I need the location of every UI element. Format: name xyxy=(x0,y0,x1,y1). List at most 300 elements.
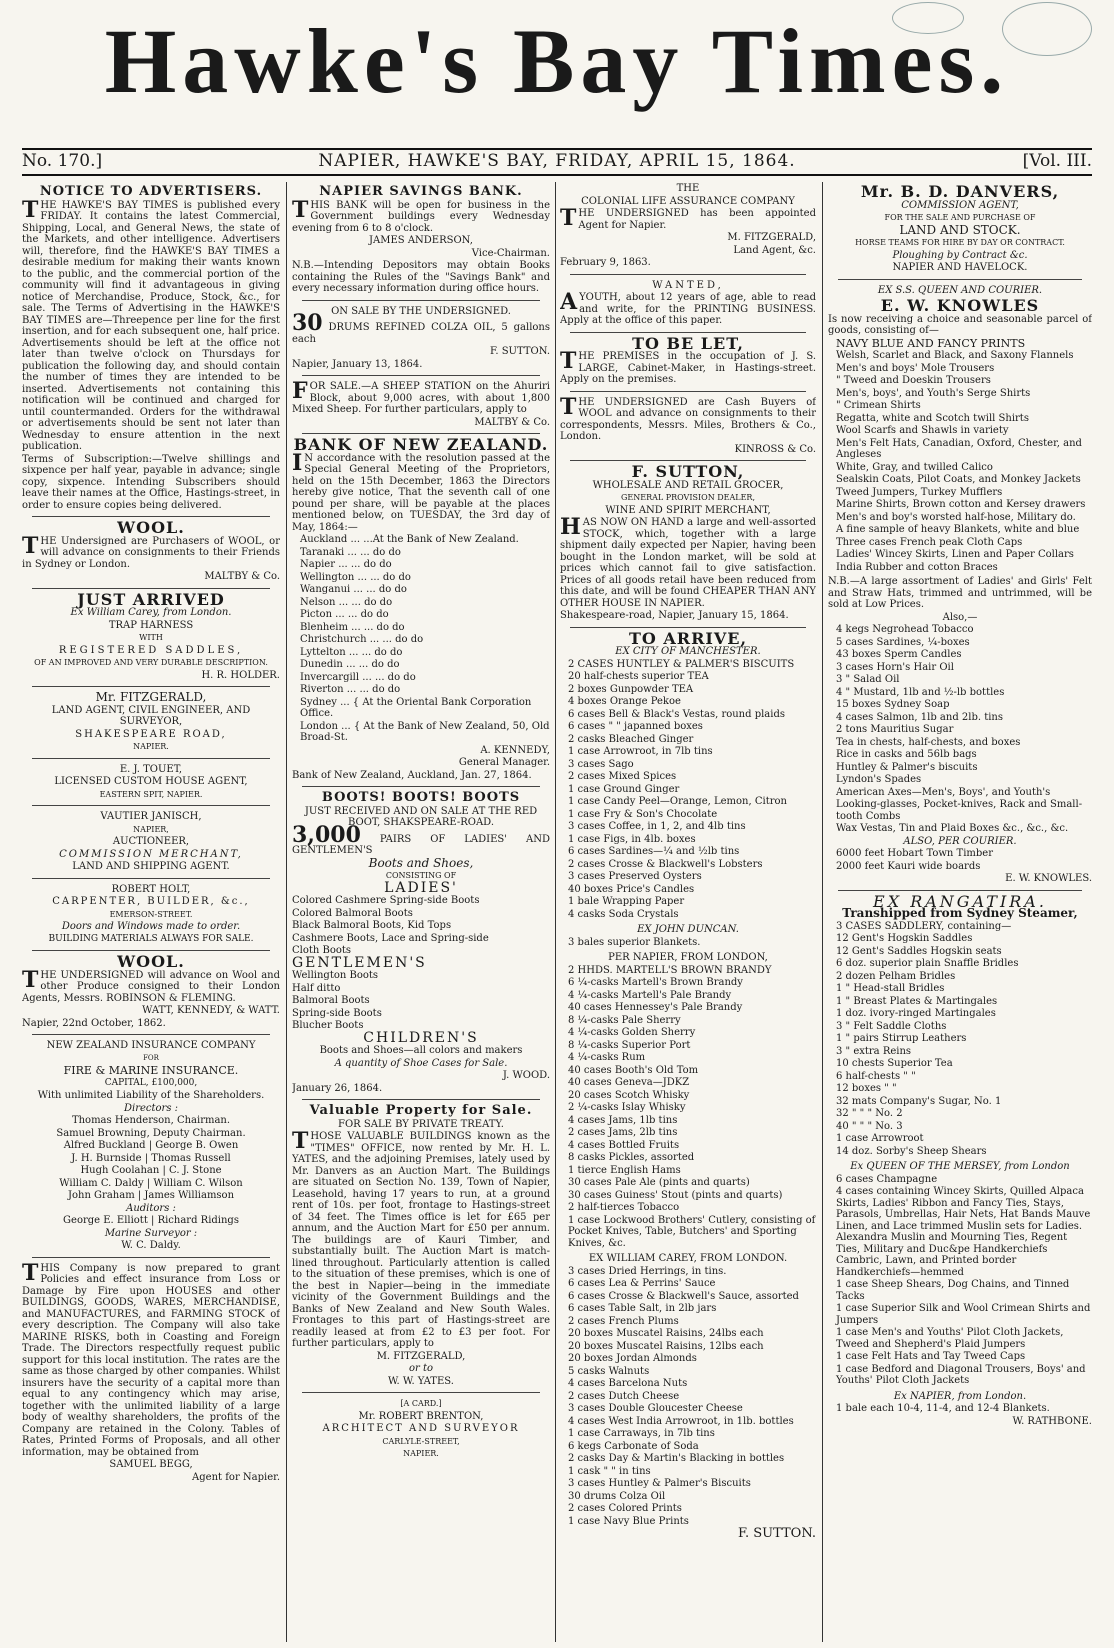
danvers-line: LAND AND STOCK. xyxy=(899,222,1021,237)
napier-shipment-item: 4 cases Jams, 1lb tins xyxy=(568,1114,678,1126)
sutton-line: WINE AND SPIRIT MERCHANT, xyxy=(605,504,771,516)
card-line: CARLYLE-STREET, xyxy=(382,1436,460,1446)
knowles-also-item: Looking-glasses, Pocket-knives, Rack and Small-tooth Combs xyxy=(836,799,1083,822)
knowles-also-item: 3 " Salad Oil xyxy=(836,674,900,685)
nzi-deputy: Samuel Browning, Deputy Chairman. xyxy=(56,1127,246,1139)
bnz-place: Taranaki ... ... do do xyxy=(300,546,401,558)
janisch-line: NAPIER, xyxy=(133,824,169,834)
danvers-line: COMMISSION AGENT, xyxy=(901,199,1019,211)
boots-gents-item: Spring-side Boots xyxy=(292,1007,382,1019)
bnz-body: IN accordance with the resolution passed at the Special General Meeting of the Proprietors, held on the 15th December, 1863 the Directors hereby give notice, That the seventh call of one pound per share, will be payable at the places mentioned below, on TUESDAY, the 3rd day of May, 1864:— xyxy=(292,449,550,533)
boots-number: 3,000 xyxy=(292,821,361,848)
boots-gents-item: Balmoral Boots xyxy=(292,995,370,1006)
napier-shipment-item: 4 ¼-casks Martell's Pale Brandy xyxy=(568,989,732,1001)
column-2 xyxy=(292,182,550,1642)
napier-shipment-item: 4 ¼-casks Rum xyxy=(568,1052,646,1063)
masthead xyxy=(0,0,1114,140)
to-arrive-item: 2 cases Crosse & Blackwell's Lobsters xyxy=(568,858,763,870)
boots-gents-item: Half ditto xyxy=(292,982,341,994)
to-arrive-item: 1 case Figs, in 4lb. boxes xyxy=(568,833,696,845)
rangatira-item: 3 CASES SADDLERY, containing— xyxy=(836,920,1012,932)
knowles-nb: N.B.—A large assortment of Ladies' and Girls' Felt and Straw Hats, trimmed and untrimmed, will be sold at Low Prices. xyxy=(828,576,1092,610)
napier-shipment-item: 8 ¼-casks Superior Port xyxy=(568,1039,691,1051)
william-carey-item: 2 cases French Plums xyxy=(568,1315,679,1327)
divider xyxy=(302,433,540,434)
bnz-title: BANK OF NEW ZEALAND. xyxy=(293,435,549,454)
knowles-also-item: American Axes—Men's, Boys', and Youth's xyxy=(836,786,1051,798)
column-1 xyxy=(22,182,280,1642)
column-rule xyxy=(822,182,823,1642)
sheep-station-body: FOR SALE.—A SHEEP STATION on the Ahuriri Block, about 9,000 acres, with about 1,800 Mixed Sheep. For further particulars, apply to xyxy=(292,378,550,415)
wool2-body: THE UNDERSIGNED will advance on Wool and other Produce consigned to their London Agents, Messrs. ROBINSON & FLEMING. xyxy=(22,966,280,1004)
bnz-place: Riverton ... ... do do xyxy=(300,684,401,695)
holt-line: BUILDING MATERIALS ALWAYS FOR SALE. xyxy=(48,933,254,944)
divider xyxy=(570,274,806,275)
bnz-place: Christchurch ... ... do do xyxy=(300,634,424,645)
napier-shipment-item: 1 tierce English Hams xyxy=(568,1164,681,1176)
queen-mersey-item: 6 cases Champagne xyxy=(836,1173,938,1185)
bnz-place: Auckland ... ...At the Bank of New Zealand. xyxy=(300,534,519,545)
bnz-place: Nelson ... ... do do xyxy=(300,596,393,608)
property-signature-2: W. W. YATES. xyxy=(388,1375,454,1387)
nzi-director: William C. Daldy | William C. Wilson xyxy=(59,1177,243,1189)
property-or: or to xyxy=(408,1363,434,1374)
knowles-also-courier: ALSO, PER COURIER. xyxy=(903,835,1017,847)
knowles-item: A fine sample of heavy Blankets, white and blue xyxy=(836,524,1080,535)
napier-shipment-item: 30 cases Pale Ale (pints and quarts) xyxy=(568,1177,750,1188)
boots-gents-item: Wellington Boots xyxy=(292,970,379,981)
property-body: THOSE VALUABLE BUILDINGS known as the "TIMES" OFFICE, now rented by Mr. H. L. YATES, and the adjoining Premises, lately used by Mr. Danvers as an Auction Mart. The Buildings are situated on Section No. 139, Town of Napier, Leasehold, having 17 years to run, at a ground rent of 10s. per foot, frontage to Hastings-street of 34 feet. The Times office is let for £65 per annum, and the Auction Mart for £50 per annum. The buildings are of Kauri Timber, and substantially built. The Auction Mart is match-lined throughout. Particularly attention is called to the situation of these premises, which is one of the best in Napier—being in the immediate vicinity of the Government Buildings and the Banks of New Zealand and New South Wales. Frontages to this part of Hastings-street are readily leased at from £2 to £3 per foot. For further particulars, apply to xyxy=(292,1128,550,1349)
savings-bank-title: NAPIER SAVINGS BANK. xyxy=(319,184,523,199)
newspaper-title: Hawke's Bay Times. xyxy=(104,10,1010,112)
boots-title: BOOTS! BOOTS! BOOTS xyxy=(321,790,521,805)
knowles-also-item: 15 boxes Sydney Soap xyxy=(836,699,950,710)
knowles-timber: 6000 feet Hobart Town Timber xyxy=(836,848,993,859)
to-arrive-item: 4 casks Soda Crystals xyxy=(568,908,679,920)
rangatira-item: 10 chests Superior Tea xyxy=(836,1058,953,1069)
property-signature: M. FITZGERALD, xyxy=(376,1350,466,1362)
colonial-life-title: COLONIAL LIFE ASSURANCE COMPANY xyxy=(581,195,795,207)
knowles-item: Wool Scarfs and Shawls in variety xyxy=(836,425,1009,436)
kinross-signature: KINROSS & Co. xyxy=(734,443,816,455)
nzi-surveyor: W. C. Daldy. xyxy=(121,1240,181,1251)
savings-bank-signature: JAMES ANDERSON, xyxy=(369,235,473,246)
rangatira-item: 12 Gent's Hogskin Saddles xyxy=(836,933,973,944)
divider xyxy=(838,890,1082,891)
divider xyxy=(570,627,806,628)
touet-line: LICENSED CUSTOM HOUSE AGENT, xyxy=(54,776,248,787)
john-duncan-item: 3 bales superior Blankets. xyxy=(568,936,701,948)
issue-number: No. 170.] xyxy=(22,151,103,171)
napier-shipment-item: 8 casks Pickles, assorted xyxy=(568,1152,695,1163)
divider xyxy=(570,332,806,333)
knowles-also-item: 5 cases Sardines, ¼-boxes xyxy=(836,636,970,648)
arrived-subtitle: Ex William Carey, from London. xyxy=(70,607,232,618)
to-arrive-item: 2 boxes Gunpowder TEA xyxy=(568,683,694,695)
william-carey-signature: F. SUTTON. xyxy=(737,1526,816,1541)
arrived-line: REGISTERED SADDLES, xyxy=(58,644,244,656)
bnz-place: Napier ... ... do do xyxy=(300,559,392,570)
napier-shipment-item: 2 cases Jams, 2lb tins xyxy=(568,1127,678,1138)
danvers-name: Mr. B. D. DANVERS, xyxy=(860,182,1060,201)
william-carey-item: 6 cases Table Salt, in 2lb jars xyxy=(568,1303,717,1314)
holt-name: ROBERT HOLT, xyxy=(111,883,191,895)
napier-shipment-item: 2 ¼-casks Islay Whisky xyxy=(568,1102,686,1113)
danvers-line: FOR THE SALE AND PURCHASE OF xyxy=(884,213,1036,222)
rangatira-item: 6 doz. superior plain Snaffle Bridles xyxy=(836,958,1019,969)
nzi-subtitle: FIRE & MARINE INSURANCE. xyxy=(63,1064,239,1077)
napier-shipment-item: 40 cases Hennessey's Pale Brandy xyxy=(568,1002,743,1013)
queen-mersey-item: 4 cases containing Wincey Skirts, Quilled Alpaca Skirts, Ladies' Ribbon and Fancy Ties, Stays, Parasols, Umbrellas, Hair Nets, Hat Bands Mauve Linen, and Lace trimmed Muslin sets for Ladies. Alexandra Muslin and Mourning Ties, Regent Ties, Military and Duc&pe Handkerchiefs Cambric, Lawn, and Printed border Handkerchiefs—hemmed xyxy=(836,1186,1091,1278)
danvers-line: HORSE TEAMS FOR HIRE BY DAY OR CONTRACT. xyxy=(855,238,1065,247)
napier-shipment-item: 40 cases Booth's Old Tom xyxy=(568,1064,699,1076)
column-3 xyxy=(560,182,816,1642)
queen-mersey-item: 1 case Superior Silk and Wool Crimean Shirts and Jumpers xyxy=(836,1303,1091,1326)
knowles-item: " Tweed and Doeskin Trousers xyxy=(836,375,991,386)
divider xyxy=(302,300,540,301)
nzi-chairman: Thomas Henderson, Chairman. xyxy=(71,1115,231,1126)
to-arrive-item: 4 boxes Orange Pekoe xyxy=(568,696,681,707)
savings-bank-nb: N.B.—Intending Depositors may obtain Books containing the Rules of the "Savings Bank" and every necessary information during office hours. xyxy=(292,260,550,294)
william-carey-title: EX WILLIAM CAREY, FROM LONDON. xyxy=(588,1253,788,1264)
rangatira-item: 1 " Head-stall Bridles xyxy=(836,983,945,994)
ex-napier-signature: W. RATHBONE. xyxy=(1012,1415,1092,1427)
card-name: Mr. ROBERT BRENTON, xyxy=(358,1410,484,1422)
colonial-life-role: Land Agent, &c. xyxy=(733,244,816,256)
rangatira-subtitle: Transhipped from Sydney Steamer, xyxy=(842,906,1078,920)
rangatira-item: 1 " Breast Plates & Martingales xyxy=(836,995,998,1007)
ex-napier-item: 1 bale each 10-4, 11-4, and 12-4 Blankets. xyxy=(836,1403,1050,1414)
wool-title: WOOL. xyxy=(117,518,185,537)
savings-bank-role: Vice-Chairman. xyxy=(471,247,550,259)
wool-signature: MALTBY & Co. xyxy=(204,571,280,582)
knowles-also-item: 4 cases Salmon, 1lb and 2lb. tins xyxy=(836,711,1004,723)
divider xyxy=(32,950,270,951)
bnz-place: Dunedin ... ... do do xyxy=(300,659,400,670)
knowles-also-item: 43 boxes Sperm Candles xyxy=(836,649,962,660)
nzi-liability: With unlimited Liability of the Shareholders. xyxy=(37,1090,265,1101)
boots-ladies-item: Colored Cashmere Spring-side Boots xyxy=(292,895,480,906)
william-carey-item: 20 boxes Muscatel Raisins, 12lbs each xyxy=(568,1340,764,1352)
napier-shipment-title: PER NAPIER, FROM LONDON, xyxy=(608,952,768,963)
divider xyxy=(570,460,806,461)
boots-date: January 26, 1864. xyxy=(292,1082,383,1094)
queen-mersey-item: 1 case Men's and Youths' Pilot Cloth Jackets, Tweed and Shepherd's Plaid Jumpers xyxy=(836,1327,1064,1350)
napier-shipment-item: 2 half-tierces Tobacco xyxy=(568,1202,680,1213)
queen-mersey-item: 1 case Felt Hats and Tay Tweed Caps xyxy=(836,1351,1026,1362)
arrived-title: JUST ARRIVED xyxy=(77,589,225,609)
knowles-also-item: Huntley & Palmer's biscuits xyxy=(836,761,978,773)
william-carey-item: 3 cases Double Gloucester Cheese xyxy=(568,1403,743,1414)
nzi-auditors-label: Auditors : xyxy=(126,1202,176,1214)
touet-name: E. J. TOUET, xyxy=(119,763,183,775)
to-arrive-item: 2 CASES HUNTLEY & PALMER'S BISCUITS xyxy=(568,658,795,670)
william-carey-item: 3 cases Huntley & Palmer's Biscuits xyxy=(568,1478,751,1489)
janisch-line: AUCTIONEER, xyxy=(112,836,190,847)
rangatira-item: 14 doz. Sorby's Sheep Shears xyxy=(836,1145,987,1157)
arrived-line: WITH xyxy=(139,633,163,642)
knowles-signature: E. W. KNOWLES. xyxy=(1005,873,1092,884)
colonial-life-signature: M. FITZGERALD, xyxy=(727,232,816,243)
property-title: Valuable Property for Sale. xyxy=(309,1103,533,1118)
to-arrive-item: 1 case Candy Peel—Orange, Lemon, Citron xyxy=(568,796,787,807)
rangatira-item: 3 " extra Reins xyxy=(836,1045,912,1057)
william-carey-item: 1 case Navy Blue Prints xyxy=(568,1515,689,1527)
arrived-line: OF AN IMPROVED AND VERY DURABLE DESCRIPTION. xyxy=(34,658,268,667)
fitzgerald-line: SHAKESPEARE ROAD, xyxy=(75,728,227,740)
janisch-line: COMMISSION MERCHANT, xyxy=(59,848,243,860)
queen-mersey-title: Ex QUEEN OF THE MERSEY, from London xyxy=(850,1161,1070,1172)
to-arrive-item: 20 half-chests superior TEA xyxy=(568,671,709,682)
notice-title: NOTICE TO ADVERTISERS. xyxy=(39,184,263,199)
john-duncan-title: EX JOHN DUNCAN. xyxy=(637,924,739,935)
columns xyxy=(22,182,1092,1642)
to-arrive-item: 3 cases Coffee, in 1, 2, and 4lb tins xyxy=(568,821,746,832)
to-let-title: TO BE LET, xyxy=(632,333,744,353)
bnz-place: Invercargill ... ... do do xyxy=(300,671,416,683)
divider xyxy=(32,588,270,589)
rangatira-item: 40 " " " No. 3 xyxy=(836,1120,903,1132)
divider xyxy=(32,516,270,517)
william-carey-item: 4 cases West India Arrowroot, in 1lb. bottles xyxy=(568,1415,794,1427)
to-arrive-item: 1 bale Wrapping Paper xyxy=(568,896,685,907)
knowles-also-item: 2 tons Mauritius Sugar xyxy=(836,724,954,735)
nzi-director: Hugh Coolahan | C. J. Stone xyxy=(80,1165,222,1176)
colonial-life-the: THE xyxy=(676,183,700,194)
nzi-capital: CAPITAL, £100,000, xyxy=(104,1077,198,1088)
card-line: NAPIER. xyxy=(403,1449,439,1458)
library-stamp xyxy=(1002,2,1092,56)
wool2-date: Napier, 22nd October, 1862. xyxy=(22,1017,166,1029)
to-arrive-item: 6 cases Sardines—¼ and ½lb tins xyxy=(568,846,740,857)
napier-shipment-item: 4 cases Bottled Fruits xyxy=(568,1139,680,1151)
rangatira-item: 12 Gent's Saddles Hogskin seats xyxy=(836,945,1002,957)
to-arrive-item: 1 case Arrowroot, in 7lb tins xyxy=(568,746,713,757)
william-carey-item: 2 cases Colored Prints xyxy=(568,1503,682,1514)
nzi-auditor: George E. Elliott | Richard Ridings xyxy=(63,1215,239,1226)
napier-shipment-item: 30 cases Guiness' Stout (pints and quarts) xyxy=(568,1189,783,1201)
nzi-surveyor-label: Marine Surveyor : xyxy=(104,1227,198,1239)
rangatira-item: 1 case Arrowroot xyxy=(836,1133,924,1144)
bnz-place-london: London ... { At the Bank of New Zealand, 50, Old Broad-St. xyxy=(300,720,550,743)
william-carey-item: 6 cases Crosse & Blackwell's Sauce, assorted xyxy=(568,1290,799,1302)
william-carey-item: 2 casks Day & Martin's Blacking in bottles xyxy=(568,1453,785,1464)
column-4 xyxy=(828,182,1092,1642)
to-arrive-item: 2 cases Mixed Spices xyxy=(568,771,677,782)
boots-signature: J. WOOD. xyxy=(502,1070,550,1081)
napier-shipment-item: 6 ¼-casks Martell's Brown Brandy xyxy=(568,977,743,988)
fitzgerald-line: LAND AGENT, CIVIL ENGINEER, AND SURVEYOR, xyxy=(51,704,251,727)
kinross-body: THE UNDERSIGNED are Cash Buyers of WOOL and advance on consignments to their correspondents, Messrs. Miles, Brothers & Co., London. xyxy=(560,393,816,442)
boots-ladies-item: Colored Balmoral Boots xyxy=(292,907,413,919)
knowles-item: Men's, boys', and Youth's Serge Shirts xyxy=(836,387,1031,399)
rangatira-item: 1 doz. ivory-ringed Martingales xyxy=(836,1008,996,1019)
william-carey-item: 6 cases Lea & Perrins' Sauce xyxy=(568,1278,716,1289)
boots-pairs: PAIRS OF LADIES' AND GENTLEMEN'S xyxy=(292,833,550,856)
colonial-life-body: THE UNDERSIGNED has been appointed Agent for Napier. xyxy=(560,205,816,231)
bnz-signature-role: General Manager. xyxy=(458,757,550,768)
napier-shipment-item: 20 cases Scotch Whisky xyxy=(568,1089,690,1101)
volume-number: [Vol. III. xyxy=(1022,151,1092,171)
rangatira-item: 12 boxes " " xyxy=(836,1083,897,1094)
notice-body: THE HAWKE'S BAY TIMES is published every FRIDAY. It contains the latest Commercial, Shipping, Local, and General News, the state of the Markets, and other intelligence. Advertisers will, therefore, find the HAWKE'S BAY TIMES a desirable medium for making their wants known to the public, and the commercial portion of the community will find it advantageous in giving notice of Merchandise, Produce, Stock, &c., for sale. The Terms of Advertising in the HAWKE'S BAY TIMES are—Threepence per line for the first insertion, and for each subsequent one, half price. Advertisements should be left at the office not later than twelve o'clock on Thursdays for publication the following day, and should contain the number of times they are intended to be inserted. Advertisements not containing this notification will be continued and charged for until countermanded. Orders for the withdrawal or advertisements should be sent not later than Wednesday to ensure attention in the next publication. xyxy=(22,196,280,452)
wool-body: THE Undersigned are Purchasers of WOOL, or will advance on consignments to their Friends in Sydney or London. xyxy=(22,532,280,570)
william-carey-item: 1 cask " " in tins xyxy=(568,1465,651,1477)
napier-shipment-item: 8 ¼-casks Pale Sherry xyxy=(568,1014,681,1026)
queen-mersey-item: 1 case Sheep Shears, Dog Chains, and Tinned Tacks xyxy=(836,1279,1070,1302)
danvers-line: Ploughing by Contract &c. xyxy=(892,249,1028,261)
issue-date: NAPIER, HAWKE'S BAY, FRIDAY, APRIL 15, 1864. xyxy=(318,151,796,171)
knowles-timber: 2000 feet Kauri wide boards xyxy=(836,860,981,872)
sutton-line: GENERAL PROVISION DEALER, xyxy=(621,493,755,502)
queen-mersey-item: 1 case Bedford and Diagonal Trousers, Boys' and Youths' Pilot Cloth Jackets xyxy=(836,1363,1086,1386)
knowles-item: Men's and boy's worsted half-hose, Military do. xyxy=(836,511,1076,523)
to-arrive-item: 1 case Ground Ginger xyxy=(568,783,680,795)
holt-line: Doors and Windows made to order. xyxy=(61,921,241,932)
knowles-also-item: 3 cases Horn's Hair Oil xyxy=(836,661,954,673)
oil-sale-body: DRUMS REFINED COLZA OIL, 5 gallons each xyxy=(292,322,550,345)
arrived-signature: H. R. HOLDER. xyxy=(201,669,280,681)
divider xyxy=(32,878,270,879)
bnz-place-sydney: Sydney ... { At the Oriental Bank Corporation Office. xyxy=(300,696,532,719)
knowles-item: " Crimean Shirts xyxy=(836,400,921,411)
sheep-station-signature: MALTBY & Co. xyxy=(474,416,550,428)
divider xyxy=(570,391,806,392)
knowles-item: White, Gray, and twilled Calico xyxy=(836,461,993,473)
to-arrive-item: 3 cases Preserved Oysters xyxy=(568,871,702,882)
janisch-name: VAUTIER JANISCH, xyxy=(100,811,202,822)
william-carey-item: 30 drums Colza Oil xyxy=(568,1490,666,1502)
nzi-body: THIS Company is now prepared to grant Policies and effect insurance from Loss or Damage by Fire upon HOUSES and other BUILDINGS, GOODS, WARES, MERCHANDISE, and MANUFACTURES, and FARMING STOCK of every description. The Company will also take MARINE RISKS, both in Coasting and Foreign Trade. The Directors respectfully request public support for this local institution. The rates are the same as those charged by other companies. Whilst insurers have the security of a capital more than equal to any contingency which may arise, together with the unlimited liability of a large body of wealthy shareholders, the profits of the Company are retained in the Colony. Tables of Rates, Printed Forms of Proposals, and all other information, may be obtained from xyxy=(22,1259,280,1458)
rangatira-item: 3 " Felt Saddle Cloths xyxy=(836,1020,947,1032)
knowles-also: Also,— xyxy=(942,611,978,623)
knowles-also-item: 4 kegs Negrohead Tobacco xyxy=(836,624,974,635)
knowles-item: Men's Felt Hats, Canadian, Oxford, Chester, and Angleses xyxy=(836,437,1082,460)
divider xyxy=(32,758,270,759)
wool2-title: WOOL. xyxy=(117,952,185,971)
knowles-name: E. W. KNOWLES xyxy=(880,296,1040,315)
janisch-line: LAND AND SHIPPING AGENT. xyxy=(72,861,230,872)
bnz-date: Bank of New Zealand, Auckland, Jan. 27, 1864. xyxy=(292,769,532,781)
sutton-line: WHOLESALE AND RETAIL GROCER, xyxy=(592,479,784,491)
property-subtitle: FOR SALE BY PRIVATE TREATY. xyxy=(338,1118,504,1130)
to-arrive-item: 40 boxes Price's Candles xyxy=(568,883,695,895)
to-arrive-item: 2 casks Bleached Ginger xyxy=(568,733,694,745)
oil-sale-number: 30 xyxy=(292,310,323,336)
knowles-also-item: Rice in casks and 56lb bags xyxy=(836,749,977,760)
knowles-item: India Rubber and cotton Braces xyxy=(836,561,998,573)
to-arrive-item: 6 cases Bell & Black's Vestas, round plaids xyxy=(568,708,785,720)
oil-sale-signature: F. SUTTON. xyxy=(489,346,550,357)
holt-line: CARPENTER, BUILDER, &c., xyxy=(52,896,250,907)
boots-ladies-item: Cloth Boots xyxy=(292,945,352,956)
william-carey-item: 6 kegs Carbonate of Soda xyxy=(568,1440,699,1452)
fitzgerald-name: Mr. FITZGERALD, xyxy=(95,690,207,704)
william-carey-item: 3 cases Dried Herrings, in tins. xyxy=(568,1265,727,1277)
boots-line: Boots and Shoes, xyxy=(368,855,474,870)
knowles-item: Ladies' Wincey Skirts, Linen and Paper Collars xyxy=(836,549,1074,560)
rangatira-item: 32 " " " No. 2 xyxy=(836,1108,903,1119)
knowles-also-item: Wax Vestas, Tin and Plaid Boxes &c., &c., &c. xyxy=(836,823,1069,834)
boots-ladies-item: Cashmere Boots, Lace and Spring-side xyxy=(292,932,489,944)
nzi-director: J. H. Burnside | Thomas Russell xyxy=(71,1152,231,1164)
divider xyxy=(838,279,1082,280)
divider xyxy=(32,805,270,806)
dateline xyxy=(22,148,1092,176)
sutton-date: Shakespeare-road, Napier, January 15, 1864. xyxy=(560,610,789,621)
nzi-signature-role: Agent for Napier. xyxy=(192,1471,280,1483)
divider xyxy=(302,786,540,787)
william-carey-item: 20 boxes Muscatel Raisins, 24lbs each xyxy=(568,1328,764,1339)
arrived-line: TRAP HARNESS xyxy=(108,619,194,631)
subscription-terms: Terms of Subscription:—Twelve shillings and sixpence per half year, payable in advance; single copy, sixpence. Intending Subscribers should leave their names at the Office, Hastings-street, in order to ensure copies being delivered. xyxy=(22,453,280,511)
bnz-place: Wanganui ... ... do do xyxy=(300,584,407,595)
to-let-body: THE PREMISES in the occupation of J. S. LARGE, Cabinet-Maker, in Hastings-street. Apply on the premises. xyxy=(560,348,816,385)
boots-ladies-heading: LADIES' xyxy=(384,879,458,896)
nzi-director: John Graham | James Williamson xyxy=(67,1190,235,1201)
knowles-also-item: Tea in chests, half-chests, and boxes xyxy=(836,736,1021,748)
bnz-place: Blenheim ... ... do do xyxy=(300,621,405,633)
card-label: [A CARD.] xyxy=(400,1399,442,1408)
boots-children-line: Boots and Shoes—all colors and makers xyxy=(319,1045,523,1056)
sutton-body: HAS NOW ON HAND a large and well-assorted STOCK, which, together with a large shipment daily expected per Napier, having been bought in the London market, will be sold at prices which cannot fail to give satisfaction. Prices of all goods retail have been reduced from this date, and will be found CHEAPER THAN ANY OTHER HOUSE IN NAPIER. xyxy=(560,514,816,609)
sutton-name: F. SUTTON, xyxy=(631,462,745,481)
rangatira-item: 6 half-chests " " xyxy=(836,1070,916,1082)
bnz-place: Wellington ... ... do do xyxy=(300,571,411,583)
wanted-body: AYOUTH, about 12 years of age, able to read and write, for the PRINTING BUSINESS. Apply at the office of this paper. xyxy=(560,289,816,326)
boots-ladies-item: Black Balmoral Boots, Kid Tops xyxy=(292,920,452,931)
knowles-item: NAVY BLUE AND FANCY PRINTS xyxy=(836,336,1026,350)
divider xyxy=(32,686,270,687)
holt-line: EMERSON-STREET. xyxy=(109,909,193,919)
william-carey-item: 5 casks Walnuts xyxy=(568,1365,650,1377)
boots-children-heading: CHILDREN'S xyxy=(363,1029,479,1046)
to-arrive-subtitle: EX CITY OF MANCHESTER. xyxy=(615,646,761,657)
to-arrive-title: TO ARRIVE, xyxy=(628,628,748,648)
william-carey-item: 1 case Carraways, in 7lb tins xyxy=(568,1428,715,1439)
divider xyxy=(32,1034,270,1035)
ex-napier-title: Ex NAPIER, from London. xyxy=(893,1390,1027,1402)
oil-sale-date: Napier, January 13, 1864. xyxy=(292,358,423,370)
knowles-intro: Is now receiving a choice and seasonable parcel of goods, consisting of— xyxy=(828,313,1092,336)
savings-bank-body: THIS BANK will be open for business in the Government buildings every Wednesday evening from 6 to 8 o'clock. xyxy=(292,196,550,234)
card-line: ARCHITECT AND SURVEYOR xyxy=(322,1423,520,1434)
bnz-signature: A. KENNEDY, xyxy=(480,744,550,756)
napier-shipment-item: 4 ¼-casks Golden Sherry xyxy=(568,1027,696,1038)
napier-shipment-item: 2 HHDS. MARTELL'S BROWN BRANDY xyxy=(568,964,772,976)
william-carey-item: 2 cases Dutch Cheese xyxy=(568,1390,680,1402)
knowles-item: Regatta, white and Scotch twill Shirts xyxy=(836,412,1029,424)
boots-gents-item: Blucher Boots xyxy=(292,1020,364,1031)
rangatira-item: 2 dozen Pelham Bridles xyxy=(836,970,956,982)
bnz-place: Picton ... ... do do xyxy=(300,609,389,620)
colonial-life-date: February 9, 1863. xyxy=(560,257,651,268)
to-arrive-item: 3 cases Sago xyxy=(568,758,634,770)
column-rule xyxy=(286,182,287,1642)
boots-line: CONSISTING OF xyxy=(385,871,457,880)
divider xyxy=(32,1257,270,1258)
library-stamp-secondary xyxy=(892,2,964,34)
divider xyxy=(302,1392,540,1393)
rangatira-item: 32 mats Company's Sugar, No. 1 xyxy=(836,1095,1002,1107)
napier-shipment-item: 1 case Lockwood Brothers' Cutlery, consisting of Pocket Knives, Table, Butchers' and Sporting Knives, &c. xyxy=(568,1214,816,1249)
bnz-place: Lyttelton ... ... do do xyxy=(300,646,403,658)
knowles-also-item: Lyndon's Spades xyxy=(836,774,922,785)
column-rule xyxy=(555,182,556,1642)
divider xyxy=(302,1099,540,1100)
william-carey-item: 4 cases Barcelona Nuts xyxy=(568,1378,688,1389)
fitzgerald-line: NAPIER. xyxy=(133,742,169,751)
